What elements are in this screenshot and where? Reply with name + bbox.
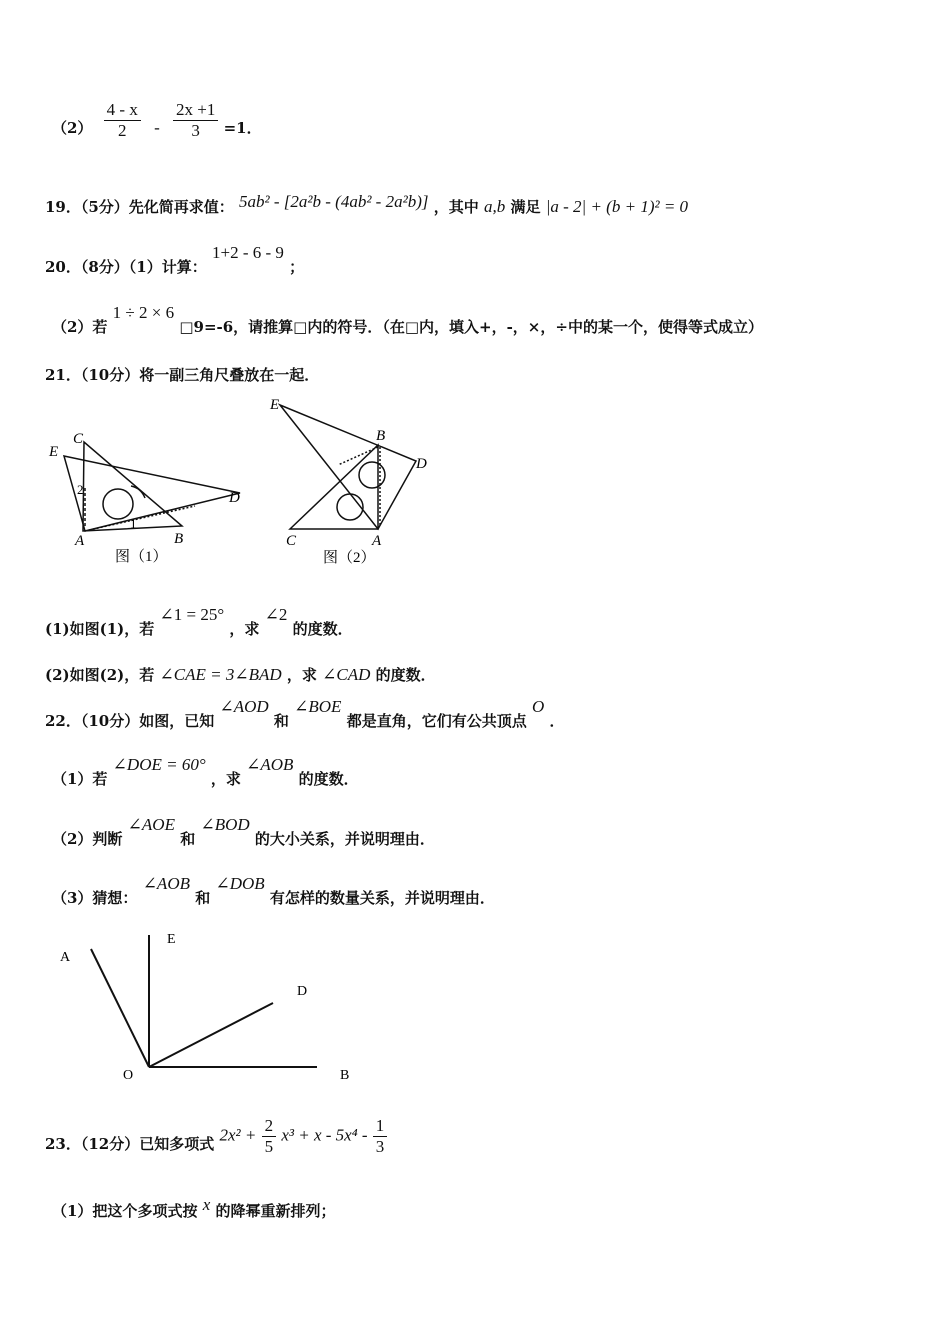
q21-2-expression-2: ∠CAD — [322, 665, 371, 684]
label-e: E — [49, 444, 59, 460]
q22-3-angle-dob: ∠DOB — [215, 874, 265, 893]
label-a: A — [372, 533, 382, 549]
fraction-numerator: 4 - x — [104, 100, 141, 121]
q22-3-angle-aob: ∠AOB — [142, 874, 190, 893]
fraction-numerator: 2 — [262, 1116, 277, 1137]
q22-1-prefix: （1）若 — [52, 770, 108, 788]
q21-2-prefix: (2)如图(2)，若 — [45, 666, 155, 684]
label-d: D — [416, 456, 427, 472]
circle-upper — [359, 462, 385, 488]
question-21 — [45, 364, 319, 385]
triangle-cba — [290, 445, 378, 529]
q23-1-var: x — [202, 1195, 211, 1214]
equation-18-2 — [52, 100, 262, 141]
q22-3-and: 和 — [195, 889, 211, 907]
q22-1-expression-2: ∠AOB — [246, 755, 294, 774]
fraction-denominator: 2 — [118, 121, 127, 140]
q22-2-tail: 的大小关系，并说明理由． — [254, 830, 435, 848]
fraction-denominator: 5 — [264, 1137, 274, 1156]
q22-tail: ． — [549, 712, 565, 730]
q22-1-mid: ，求 — [210, 770, 241, 788]
q21-1-prefix: (1)如图(1)，若 — [45, 620, 155, 638]
q23-prefix: 23．（12分）已知多项式 — [45, 1134, 215, 1153]
question-21-text: 21．（10分）将一副三角尺叠放在一起． — [45, 366, 320, 384]
ray-oa — [91, 949, 149, 1067]
question-19-prefix: 19．（5分）先化简再求值： — [45, 198, 234, 216]
question-19-cond-label: 满足 — [510, 198, 541, 216]
q21-2-expression: ∠CAE = 3∠BAD — [159, 665, 282, 684]
question-20-prefix: 20．（8分）（1）计算： — [45, 258, 207, 276]
label-b: B — [340, 1068, 350, 1083]
triangle-ebd — [280, 405, 416, 529]
minus-sign: - — [154, 117, 160, 137]
q21-1-tail: 的度数． — [292, 620, 353, 638]
q22-2-angle-bod: ∠BOD — [200, 815, 250, 834]
figure-21-2 — [268, 395, 448, 570]
fraction-denominator: 3 — [375, 1137, 385, 1156]
q22-prefix: 22．（10分）如图，已知 — [45, 712, 215, 730]
question-19-vars: a,b — [483, 197, 506, 216]
question-20 — [45, 243, 305, 277]
question-20-tail: ； — [289, 258, 305, 276]
label-o: O — [123, 1068, 134, 1083]
q22-and: 和 — [273, 712, 289, 730]
label-e: E — [270, 397, 280, 413]
question-23-part-1 — [52, 1195, 336, 1221]
q21-2-mid: ，求 — [286, 666, 317, 684]
label-angle-2: 2 — [77, 482, 84, 497]
circle-inner — [103, 489, 133, 519]
q21-1-mid: ，求 — [229, 620, 260, 638]
q22-3-tail: 有怎样的数量关系，并说明理由． — [269, 889, 495, 907]
fraction-denominator: 3 — [191, 121, 200, 140]
question-19-mid: ，其中 — [433, 198, 479, 216]
q23-1-tail: 的降幂重新排列； — [215, 1202, 336, 1220]
fraction-2 — [173, 100, 218, 141]
q21-1-expression-2: ∠2 — [264, 605, 288, 624]
question-20-2-prefix: （2）若 — [52, 318, 108, 336]
question-19-expression: 5ab² - [2a²b - (4ab² - 2a²b)] — [239, 192, 429, 211]
label-c: C — [73, 431, 84, 447]
question-23 — [45, 1116, 387, 1157]
q22-1-tail: 的度数． — [298, 770, 359, 788]
label-e: E — [167, 932, 176, 947]
q23-poly-part-2: x³ + x - 5x⁴ - — [281, 1125, 368, 1145]
triangle-ecd — [64, 456, 240, 531]
question-21-part-1 — [45, 605, 353, 639]
question-21-part-2 — [45, 664, 436, 685]
label-a: A — [60, 950, 71, 965]
q23-1-prefix: （1）把这个多项式按 — [52, 1202, 198, 1220]
label-b: B — [376, 428, 386, 444]
question-19 — [45, 192, 689, 217]
item-label: （2） — [52, 118, 93, 137]
question-22-part-1 — [52, 755, 359, 789]
label-angle-1: 1 — [130, 516, 137, 531]
q22-2-and: 和 — [180, 830, 196, 848]
q22-angle-boe: ∠BOE — [294, 697, 342, 716]
label-c: C — [286, 533, 297, 549]
q22-2-prefix: （2）判断 — [52, 830, 123, 848]
equation-tail: =1． — [223, 118, 262, 137]
q21-1-expression: ∠1 = 25° — [159, 605, 225, 624]
q22-1-expression: ∠DOE = 60° — [112, 755, 206, 774]
circle-lower — [337, 494, 363, 520]
q22-2-angle-aoe: ∠AOE — [127, 815, 175, 834]
figure-21-1 — [45, 428, 255, 568]
label-b: B — [174, 531, 184, 547]
q22-3-prefix: （3）猜想： — [52, 889, 138, 907]
q22-angle-aod: ∠AOD — [219, 697, 269, 716]
q23-poly-part-1: 2x² + — [219, 1125, 257, 1145]
label-d: D — [297, 984, 308, 999]
fraction-numerator: 1 — [373, 1116, 388, 1137]
question-22-part-3 — [52, 874, 495, 908]
dotted-line — [85, 506, 195, 531]
label-a: A — [75, 533, 85, 549]
figure-22 — [55, 925, 375, 1085]
q23-fraction-2-5 — [262, 1116, 277, 1157]
ray-od — [149, 1003, 273, 1067]
figure-2-caption: 图（2） — [323, 550, 376, 566]
label-d: D — [229, 490, 240, 506]
question-22 — [45, 697, 565, 731]
question-20-part-2 — [52, 303, 763, 337]
question-22-part-2 — [52, 815, 435, 849]
question-20-expression: 1+2 - 6 - 9 — [211, 243, 284, 262]
fraction-numerator: 2x +1 — [173, 100, 218, 121]
question-19-condition: |a - 2| + (b + 1)² = 0 — [545, 197, 689, 216]
figure-1-caption: 图（1） — [115, 549, 168, 565]
q22-vertex: O — [531, 697, 545, 716]
q22-mid: 都是直角，它们有公共顶点 — [346, 712, 527, 730]
q23-fraction-1-3 — [373, 1116, 388, 1157]
question-20-2-tail: □9=-6，请推算□内的符号．（在□内，填入+，-，×，÷中的某一个，使得等式成立） — [179, 318, 763, 336]
question-20-2-expression: 1 ÷ 2 × 6 — [112, 303, 175, 322]
q21-2-tail: 的度数． — [375, 666, 436, 684]
fraction-1 — [104, 100, 141, 141]
